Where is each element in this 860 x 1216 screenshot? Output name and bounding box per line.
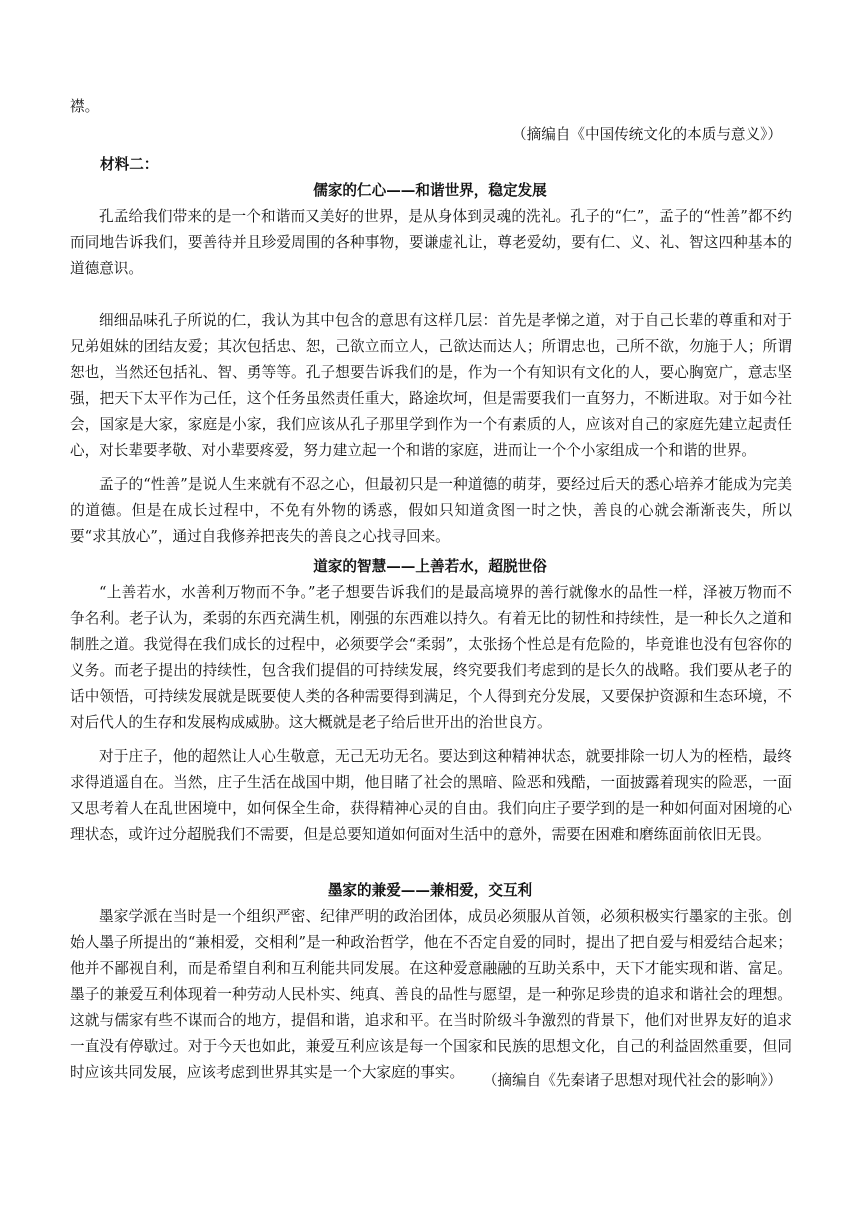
heading-mohist: 墨家的兼爱——兼相爱，交互利 [327, 882, 533, 899]
continued-text: 襟。 [70, 98, 100, 115]
section-label: 材料二： [100, 156, 159, 173]
paragraph-mohist-1: 墨家学派在当时是一个组织严密、纪律严明的政治团体，成员必须服从首领，必须积极实行墨家的主张。创始人墨子所提出的“兼相爱，交相利”是一种政治哲学，他在不否定自爱的同时，提出了把自爱与相爱结合起来；他并不鄙视自利，而是希望自利和互利能共同发展。在这种爱意融融的互助关系中，天下才能实现和谐、富足。墨子的兼爱互利体现着一种劳动人民朴实、纯真、善良的品性与愿望，是一种弥足珍贵的追求和谐社会的理想。这就与儒家有些不谋而合的地方，提倡和谐，追求和平。在当时阶级斗争激烈的背景下，他们对世界友好的追求一直没有停歇过。对于今天也如此，兼爱互利应该是每一个国家和民族的思想文化，自己的利益固然重要，但同时应该共同发展，应该考虑到世界其实是一个大家庭的事实。 [70, 908, 792, 1081]
paragraph-confucian-3: 孟子的“性善”是说人生来就有不忍之心，但最初只是一种道德的萌芽，要经过后天的悉心培养才能成为完美的道德。但是在成长过程中，不免有外物的诱惑，假如只知道贪图一时之快，善良的心就会渐渐丧失，所以要“求其放心”，通过自我修养把丧失的善良之心找寻回来。 [70, 476, 792, 545]
paragraph-confucian-1: 孔孟给我们带来的是一个和谐而又美好的世界，是从身体到灵魂的洗礼。孔子的“仁”，孟子的“性善”都不约而同地告诉我们，要善待并且珍爱周围的各种事物，要谦虚礼让，尊老爱幼，要有仁、义、礼、智这四种基本的道德意识。 [70, 208, 792, 277]
paragraph-taoist-1: “上善若水，水善利万物而不争。”老子想要告诉我们的是最高境界的善行就像水的品性一样，泽被万物而不争名利。老子认为，柔弱的东西充满生机，刚强的东西难以持久。有着无比的韧性和持续性，是一种长久之道和制胜之道。我觉得在我们成长的过程中，必须要学会“柔弱”，太张扬个性总是有危险的，毕竟谁也没有包容你的义务。而老子提出的持续性，包含我们提倡的可持续发展，终究要我们考虑到的是长久的战略。我们要从老子的话中领悟，可持续发展就是既要使人类的各种需要得到满足，个人得到充分发展，又要保护资源和生态环境，不对后代人的生存和发展构成威胁。这大概就是老子给后世开出的治世良方。 [70, 584, 792, 731]
source-citation-1: （摘编自《中国传统文化的本质与意义》） [512, 126, 782, 143]
paragraph-taoist-2: 对于庄子，他的超然让人心生敬意，无己无功无名。要达到这种精神状态，就要排除一切人为的桎梏，最终求得逍遥自在。当然，庄子生活在战国中期，他目睹了社会的黑暗、险恶和残酷，一面披露着现实的险恶，一面又思考着人在乱世困境中，如何保全生命，获得精神心灵的自由。我们向庄子要学到的是一种如何面对困境的心理状态，或许过分超脱我们不需要，但是总要知道如何面对生活中的意外，需要在困难和磨练面前依旧无畏。 [70, 748, 792, 843]
heading-taoist: 道家的智慧——上善若水，超脱世俗 [313, 558, 547, 575]
paragraph-confucian-2: 细细品味孔子所说的仁，我认为其中包含的意思有这样几层：首先是孝悌之道，对于自己长辈的尊重和对于兄弟姐妹的团结友爱；其次包括忠、恕，己欲立而立人，己欲达而达人；所谓忠也，己所不欲，勿施于人；所谓恕也，当然还包括礼、智、勇等等。孔子想要告诉我们的是，作为一个有知识有文化的人，要心胸宽广，意志坚强，把天下太平作为己任，这个任务虽然责任重大，路途坎坷，但是需要我们一直努力，不断进取。对于如今社会，国家是大家，家庭是小家，我们应该从孔子那里学到作为一个有素质的人，应该对自己的家庭先建立起责任心，对长辈要孝敬、对小辈要疼爱，努力建立起一个和谐的家庭，进而让一个个小家组成一个和谐的世界。 [70, 312, 792, 459]
source-citation-2: （摘编自《先秦诸子思想对现代社会的影响》） [482, 1072, 782, 1089]
heading-confucian: 儒家的仁心——和谐世界，稳定发展 [313, 182, 547, 199]
